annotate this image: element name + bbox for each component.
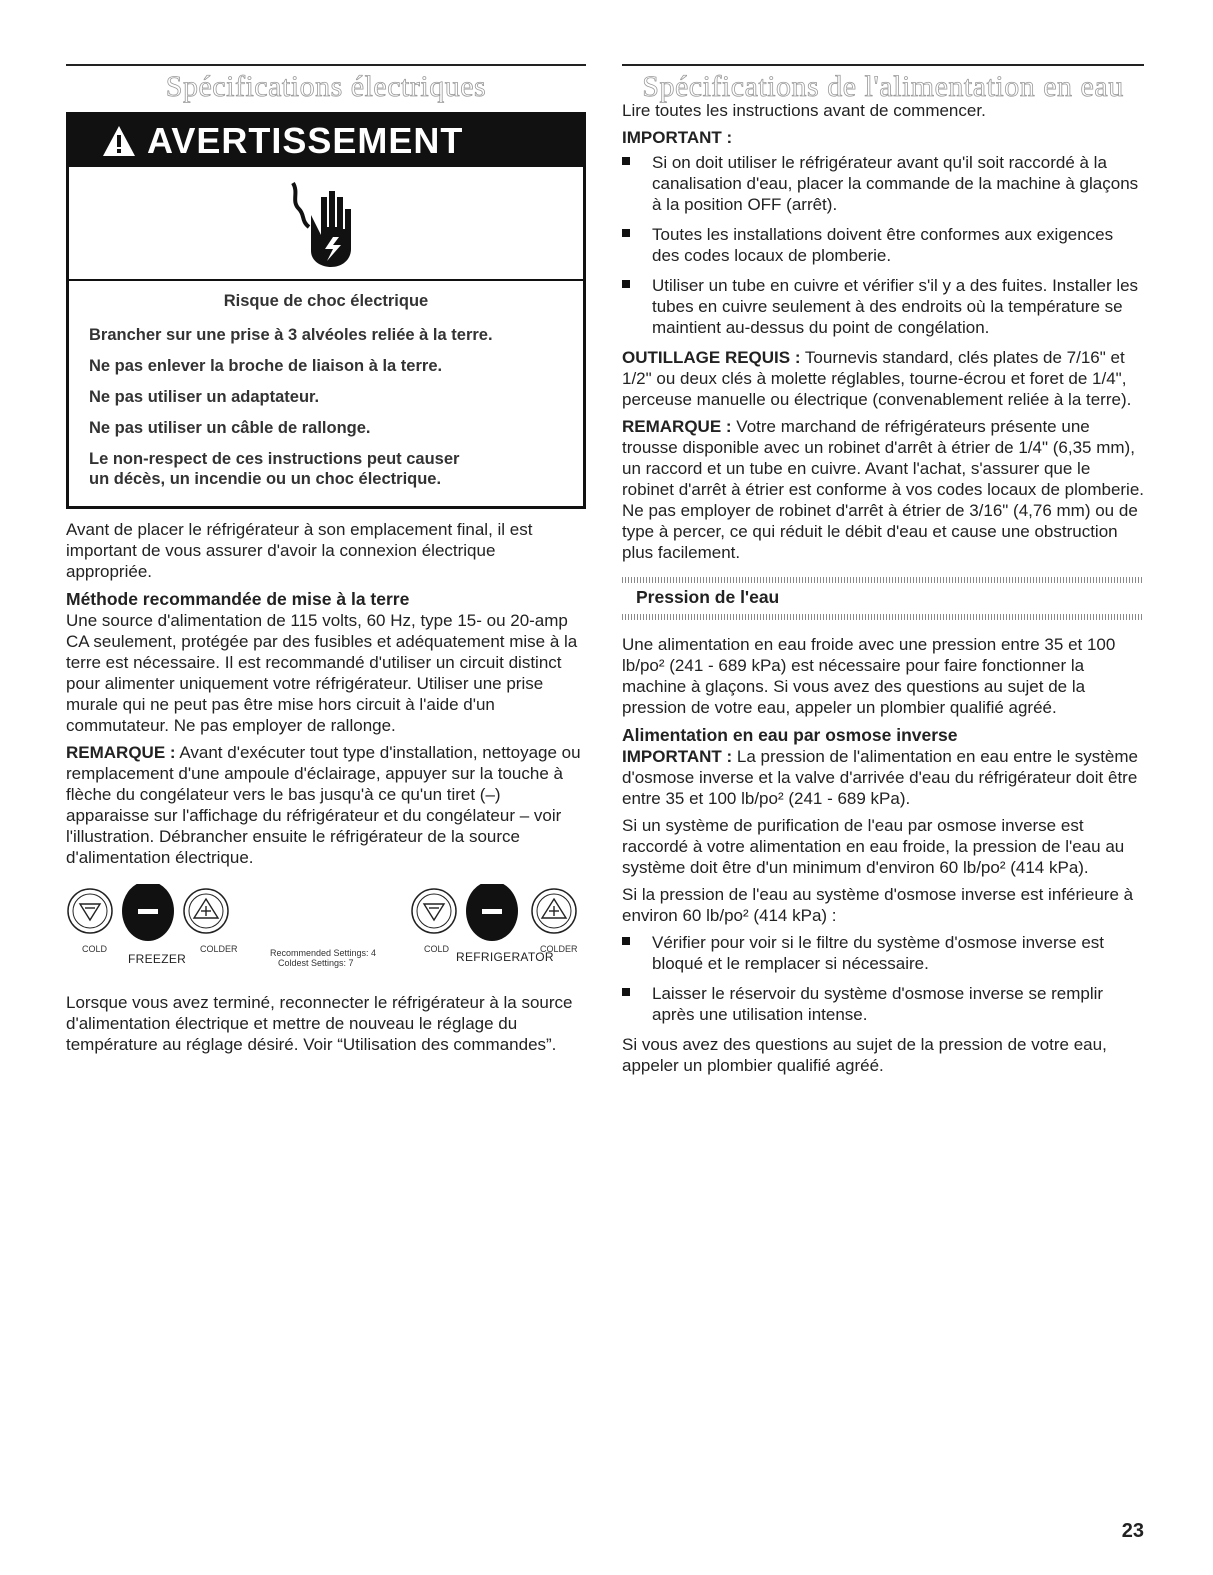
electric-shock-hand-icon bbox=[289, 179, 359, 269]
left-column bbox=[66, 64, 586, 1061]
ro-paragraph-1: Si un système de purification de l'eau par osmose inverse est raccordé à votre alimentation en eau froide, la pression de l'eau au système doit être d'un minimum d'environ 60 lb/po² (414 kPa). bbox=[622, 816, 1125, 877]
bullet-icon bbox=[622, 229, 630, 237]
remark-paragraph bbox=[66, 742, 586, 868]
important-list bbox=[622, 152, 1144, 338]
grounding-heading: Méthode recommandée de mise à la terre bbox=[66, 589, 410, 609]
warning-box bbox=[66, 112, 586, 509]
tools-text: Tournevis standard, clés plates de 7/16" et 1/2" ou deux clés à molette réglables, tourne-écrou et foret de 1/4", perceuse manuelle ou électrique (convenablement reliée à la terre). bbox=[622, 348, 1132, 409]
warning-line: Ne pas enlever la broche de liaison à la terre. bbox=[89, 357, 443, 375]
warning-line: Brancher sur une prise à 3 alvéoles reliée à la terre. bbox=[89, 326, 493, 344]
ro-heading: Alimentation en eau par osmose inverse bbox=[622, 725, 958, 745]
ro-important-text: La pression de l'alimentation en eau entre le système d'osmose inverse et la valve d'arrivée d'eau du réfrigérateur doit être entre 35 et 100 lb/po² (241 - 689 kPa). bbox=[622, 747, 1138, 808]
ro-list bbox=[622, 932, 1144, 1025]
shock-hazard-area bbox=[69, 167, 583, 281]
reconnect-text: Lorsque vous avez terminé, reconnecter le réfrigérateur à la source d'alimentation électrique et mettre de nouveau le réglage du température au réglage désiré. Voir “Utilisation des commandes”. bbox=[66, 993, 573, 1054]
bullet-icon bbox=[622, 937, 630, 945]
important-label: IMPORTANT : bbox=[622, 128, 733, 147]
warning-body bbox=[69, 281, 583, 506]
section-title-electrical: Spécifications électriques bbox=[165, 70, 487, 103]
list-item-text: Toutes les installations doivent être conformes aux exigences des codes locaux de plomberie. bbox=[652, 225, 1114, 265]
top-rule bbox=[622, 64, 1144, 66]
ro-important-paragraph bbox=[622, 746, 1144, 809]
list-item-text: Vérifier pour voir si le filtre du système d'osmose inverse est bloqué et le remplacer si nécessaire. bbox=[652, 933, 1105, 973]
remark-text: Votre marchand de réfrigérateurs présente une trousse disponible avec un robinet d'arrêt à étrier de 1/4" (6,35 mm), un raccord et un tube en cuivre. Avant l'achat, s'assurer que le robinet d'arrêt à étrier est conforme à vos codes locaux de plomberie. Ne pas employer de robinet d'arrêt à étrier de 3/16" (4,76 mm) ou de type à percer, ce qui réduit le débit d'eau et cause une obstruction plus facilement. bbox=[622, 417, 1145, 562]
warning-header bbox=[69, 115, 583, 167]
refrigerator-label: REFRIGERATOR bbox=[456, 950, 554, 964]
bullet-icon bbox=[622, 157, 630, 165]
hatch-divider bbox=[622, 614, 1144, 620]
remark-label: REMARQUE : bbox=[66, 743, 176, 762]
list-item-text: Laisser le réservoir du système d'osmose inverse se remplir après une utilisation intense. bbox=[652, 984, 1104, 1024]
refrigerator-controls bbox=[410, 884, 590, 944]
bullet-icon bbox=[622, 988, 630, 996]
warning-line-risk: Risque de choc électrique bbox=[223, 292, 429, 310]
hatch-divider bbox=[622, 577, 1144, 583]
list-item bbox=[622, 152, 1144, 215]
warning-triangle-icon bbox=[101, 124, 137, 158]
warning-line: un décès, un incendie ou un choc électrique. bbox=[89, 470, 442, 488]
pressure-heading: Pression de l'eau bbox=[636, 587, 780, 607]
control-panel-illustration bbox=[66, 884, 586, 980]
list-item bbox=[622, 932, 1144, 974]
section-title-water: Spécifications de l'alimentation en eau bbox=[642, 70, 1124, 103]
list-item bbox=[622, 224, 1144, 266]
water-remark-paragraph bbox=[622, 416, 1144, 563]
coldest-settings: Coldest Settings: 7 bbox=[278, 958, 354, 968]
pressure-text: Une alimentation en eau froide avec une pression entre 35 et 100 lb/po² (241 - 689 kPa) est nécessaire pour faire fonctionner la machine à glaçons. Si vous avez des questions au sujet de la pression de votre eau, appeler un plombier qualifié agréé. bbox=[622, 635, 1116, 717]
list-item bbox=[622, 983, 1144, 1025]
warning-line: Ne pas utiliser un câble de rallonge. bbox=[89, 419, 371, 437]
tools-label: OUTILLAGE REQUIS : bbox=[622, 348, 801, 367]
electrical-intro: Avant de placer le réfrigérateur à son emplacement final, il est important de vous assurer d'avoir la connexion électrique appropriée. bbox=[66, 520, 533, 581]
list-item-text: Utiliser un tube en cuivre et vérifier s'il y a des fuites. Installer les tubes en cuivre seulement à des endroits où la température se maintient au-dessus du point de congélation. bbox=[652, 276, 1139, 337]
grounding-text: Une source d'alimentation de 115 volts, 60 Hz, type 15- ou 20-amp CA seulement, protégée par des fusibles et adéquatement mise à la terre est nécessaire. Il est recommandé d'utiliser un circuit distinct pour alimenter uniquement votre réfrigérateur. Utiliser une prise murale qui ne peut pas être mise hors circuit à l'aide d'un commutateur. Ne pas employer de rallonge. bbox=[66, 611, 578, 735]
warning-header-text: AVERTISSEMENT bbox=[147, 120, 464, 161]
freezer-controls bbox=[66, 884, 266, 944]
remark-label: REMARQUE : bbox=[622, 417, 732, 436]
ro-important-label: IMPORTANT : bbox=[622, 747, 733, 766]
water-intro: Lire toutes les instructions avant de commencer. bbox=[622, 101, 986, 120]
right-column bbox=[622, 64, 1144, 1082]
top-rule bbox=[66, 64, 586, 66]
recommended-settings: Recommended Settings: 4 bbox=[270, 948, 377, 958]
remark-text: Avant d'exécuter tout type d'installation, nettoyage ou remplacement d'une ampoule d'éclairage, appuyer sur la touche à flèche du congélateur vers le bas jusqu'à ce qu'un tiret (–) apparaisse sur l'affichage du réfrigérateur et du congélateur – voir l'illustration. Débrancher ensuite le réfrigérateur de la source d'alimentation électrique. bbox=[66, 743, 581, 867]
freezer-cold-label: COLD bbox=[82, 944, 108, 954]
ro-paragraph-2: Si la pression de l'eau au système d'osmose inverse est inférieure à environ 60 lb/po² (414 kPa) : bbox=[622, 885, 1134, 925]
tools-paragraph bbox=[622, 347, 1144, 410]
list-item-text: Si on doit utiliser le réfrigérateur avant qu'il soit raccordé à la canalisation d'eau, placer la commande de la machine à glaçons à la position OFF (arrêt). bbox=[652, 153, 1139, 214]
freezer-label: FREEZER bbox=[128, 952, 187, 966]
water-closing: Si vous avez des questions au sujet de la pression de votre eau, appeler un plombier qualifié agréé. bbox=[622, 1035, 1107, 1075]
warning-line: Ne pas utiliser un adaptateur. bbox=[89, 388, 320, 406]
refrigerator-cold-label: COLD bbox=[424, 944, 450, 954]
warning-line: Le non-respect de ces instructions peut causer bbox=[89, 450, 460, 468]
bullet-icon bbox=[622, 280, 630, 288]
page-number: 23 bbox=[1121, 1520, 1144, 1542]
freezer-colder-label: COLDER bbox=[200, 944, 238, 954]
refrigerator-colder-label: COLDER bbox=[540, 944, 578, 954]
list-item bbox=[622, 275, 1144, 338]
